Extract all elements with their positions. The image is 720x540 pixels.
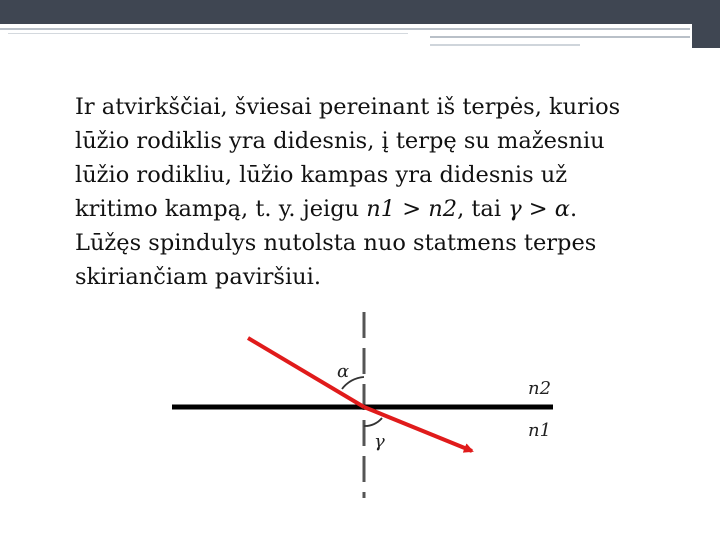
formula-gamma-alpha: γ > α — [508, 196, 570, 222]
paragraph-line: Ir atvirkščiai, šviesai pereinant iš terpės, kurios — [75, 94, 621, 120]
label-gamma: γ — [374, 431, 385, 452]
paragraph-line: lūžio rodikliu, lūžio kampas yra didesnis už — [75, 162, 568, 188]
formula-n1: n1 — [366, 196, 396, 222]
angle-arc-gamma — [364, 418, 382, 426]
paragraph-line: Lūžęs spindulys nutolsta nuo statmens terpes — [75, 230, 597, 256]
label-n2: n2 — [528, 378, 552, 399]
text-segment: . — [570, 196, 578, 222]
label-alpha: α — [337, 361, 350, 382]
paragraph-line: lūžio rodiklis yra didesnis, į terpę su mažesniu — [75, 128, 605, 154]
label-n1: n1 — [528, 420, 552, 441]
paragraph-line: skiriančiam paviršiui. — [75, 264, 321, 290]
formula-n2: n2 — [428, 196, 458, 222]
text-segment: kritimo kampą, t. y. jeigu — [75, 196, 367, 222]
text-segment: , tai — [457, 196, 509, 222]
formula-gt: > — [395, 196, 429, 222]
